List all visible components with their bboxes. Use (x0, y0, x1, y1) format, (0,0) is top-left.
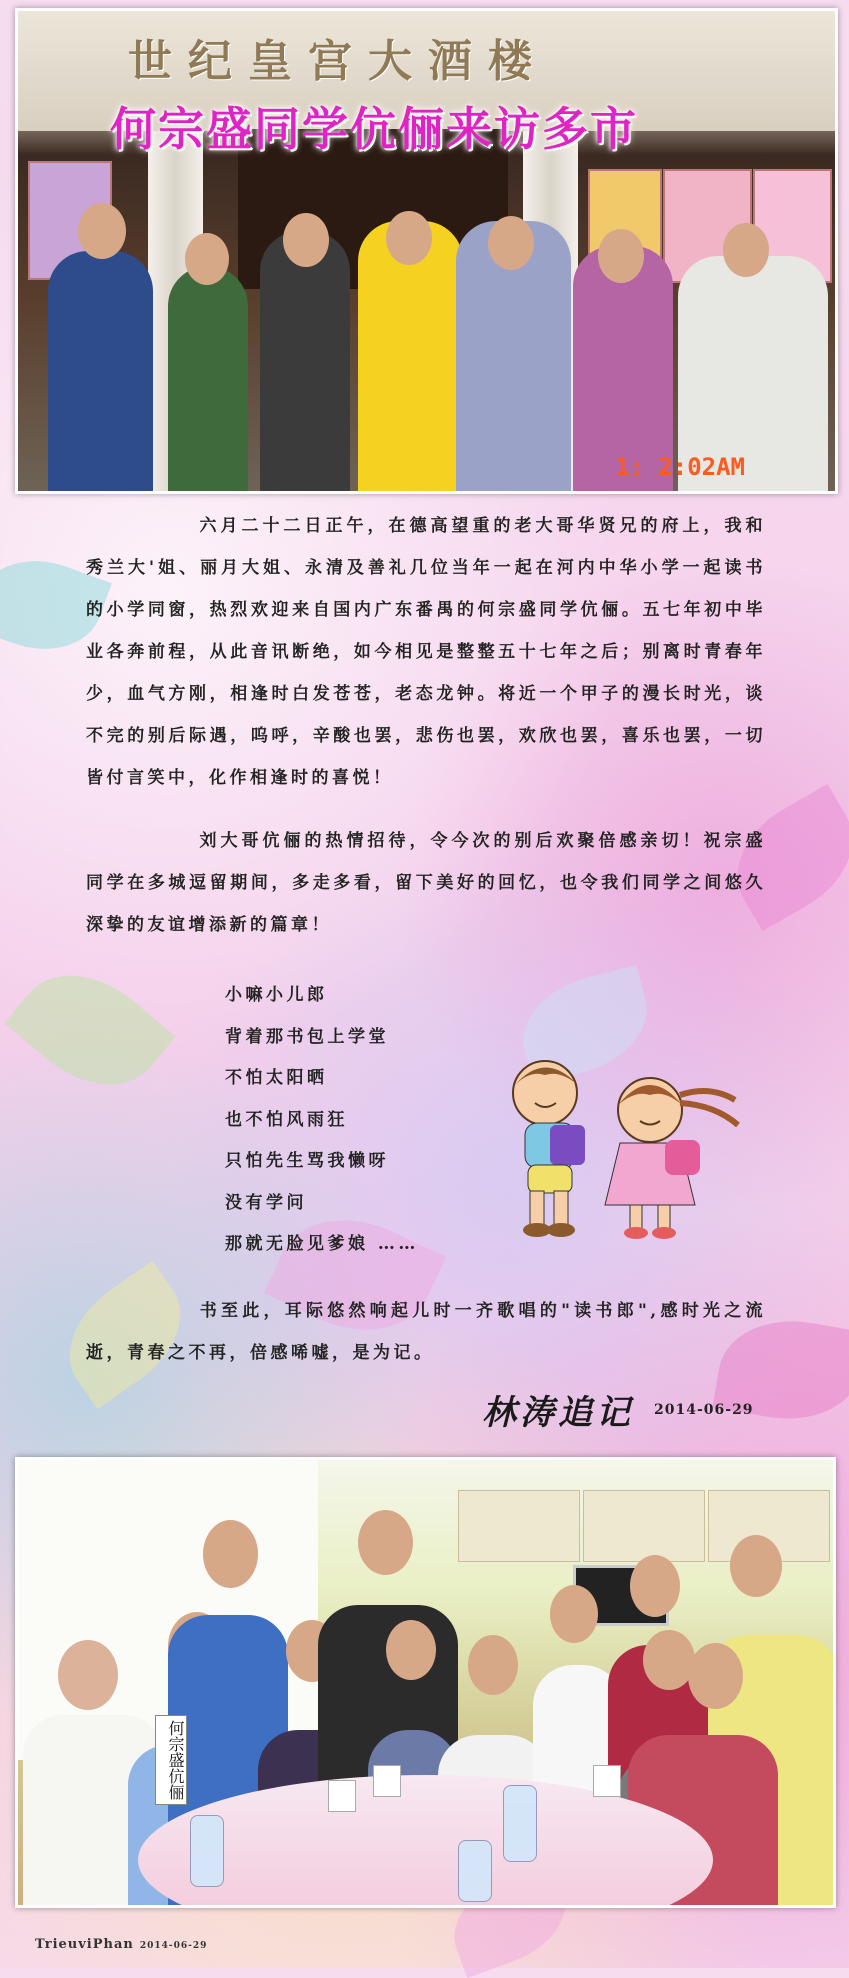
bottom-group-photo (15, 1457, 836, 1908)
paragraph-2-text: 刘大哥伉俪的热情招待，令今次的别后欢聚倍感亲切！祝宗盛同学在多城逗留期间，多走多看，留下美好的回忆，也令我们同学之间悠久深挚的友谊增添新的篇章！ (86, 831, 766, 935)
person-head (468, 1635, 518, 1695)
poem-line: 不怕太阳晒 (225, 1068, 328, 1088)
person-head (630, 1555, 680, 1617)
person-head (185, 233, 229, 285)
person-head (78, 203, 126, 259)
person (260, 231, 350, 491)
poem-line: 小嘛小儿郎 (225, 985, 328, 1005)
person-head (386, 211, 432, 265)
person-head (550, 1585, 598, 1643)
restaurant-sign-text: 世纪皇宫大酒楼 (128, 36, 548, 87)
person-head (283, 213, 329, 267)
poem (225, 975, 419, 1266)
water-bottle (503, 1785, 537, 1862)
person-head (643, 1630, 695, 1690)
paper-cup (328, 1780, 356, 1812)
article-paragraph-3 (86, 1290, 766, 1374)
paragraph-3-text: 书至此，耳际悠然响起儿时一齐歌唱的"读书郎",感时光之流逝，青春之不再，倍感唏嘘，是为记。 (86, 1301, 766, 1363)
cartoon-children-illustration (500, 1055, 745, 1245)
person-head (203, 1520, 258, 1588)
footer-author: TrieuviPhan (35, 1937, 134, 1952)
paragraph-1-text: 六月二十二日正午，在德高望重的老大哥华贤兄的府上，我和秀兰大'姐、丽月大姐、永清及善礼几位当年一起在河内中华小学一起读书的小学同窗，热烈欢迎来自国内广东番禺的何宗盛同学伉俪。五七年初中毕业各奔前程，从此音讯断绝，如今相见是整整五十七年之后；别离时青春年少，血气方刚，相逢时白发苍苍，老态龙钟。将近一个甲子的漫长时光，谈不完的别后际遇，呜呼，辛酸也罢，悲伤也罢，欢欣也罢，喜乐也罢，一切皆付言笑中，化作相逢时的喜悦！ (86, 516, 766, 788)
poem-line: 背着那书包上学堂 (225, 1026, 389, 1047)
person-head (723, 223, 769, 277)
kitchen-cabinet (458, 1490, 580, 1562)
article-paragraph-2 (86, 820, 766, 946)
signature-date: 2014-06-29 (654, 1402, 754, 1418)
poem-line: 没有学问 (225, 1192, 307, 1213)
person-head (730, 1535, 782, 1597)
paper-cup (593, 1765, 621, 1797)
photo-timestamp: 1: 2:02AM (614, 453, 745, 481)
poem-line: 只怕先生骂我懒呀 (225, 1151, 389, 1171)
boy-figure (513, 1061, 585, 1237)
person-head (598, 229, 644, 283)
water-bottle (458, 1840, 492, 1902)
top-group-photo (15, 8, 838, 494)
paper-cup (373, 1765, 401, 1797)
poem-line: 那就无脸见爹娘 …… (225, 1234, 419, 1254)
name-label: 何宗盛伉俪 (155, 1715, 187, 1805)
person (48, 251, 153, 491)
poem-line: 也不怕风雨狂 (225, 1109, 348, 1130)
person-head (58, 1640, 118, 1710)
kitchen-cabinet (583, 1490, 705, 1562)
footer-date: 2014-06-29 (139, 1941, 208, 1951)
person-head (386, 1620, 436, 1680)
article-paragraph-1 (86, 505, 766, 799)
person-head (688, 1643, 743, 1709)
person-head (488, 216, 534, 270)
decorative-petal (4, 947, 176, 1114)
footer-credit (35, 1937, 207, 1952)
person (168, 266, 248, 491)
water-bottle (190, 1815, 224, 1887)
girl-figure (605, 1078, 738, 1239)
page-title: 何宗盛同学伉俪来访多市 (110, 102, 638, 156)
author-signature: 林涛追记 (482, 1393, 634, 1433)
person-head (358, 1510, 413, 1575)
